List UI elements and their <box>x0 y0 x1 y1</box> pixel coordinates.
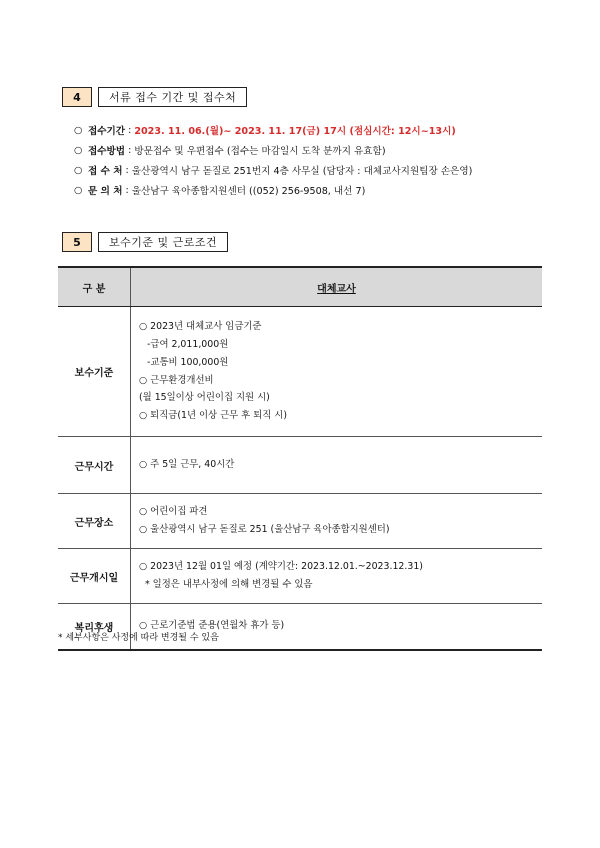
bullet: ○ <box>74 164 83 176</box>
info-value: 울산광역시 남구 돋질로 251번지 4층 사무실 (담당자 : 대체교사지원팀장 손은영) <box>131 166 473 177</box>
separator: : <box>128 124 132 136</box>
list-item <box>74 160 544 180</box>
value-line: ○ 울산광역시 남구 돋질로 251 (울산남구 육아종합지원센터) <box>139 524 390 535</box>
table-row <box>58 549 542 604</box>
footnote: * 세부사항은 사정에 따라 변경될 수 있음 <box>58 633 219 643</box>
header-category: 구 분 <box>58 267 131 307</box>
section-title: 보수기준 및 근로조건 <box>98 232 228 252</box>
section-5-heading <box>62 232 228 252</box>
row-label: 근무개시일 <box>58 549 131 604</box>
value-line: * 일정은 내부사정에 의해 변경될 수 있음 <box>145 579 313 590</box>
info-label: 접수방법 <box>88 146 126 157</box>
value-line: -교통비 100,000원 <box>147 356 229 368</box>
info-value: 방문접수 및 우편접수 (접수는 마감일시 도착 분까지 유효함) <box>134 146 386 157</box>
section-number: 4 <box>62 87 92 107</box>
row-value <box>131 494 543 549</box>
separator: : <box>128 144 132 156</box>
value-line: (월 15일이상 어린이집 지원 시) <box>139 392 270 404</box>
value-line: ○ 2023년 12월 01일 예정 (계약기간: 2023.12.01.~2023.12.31) <box>139 561 423 573</box>
row-label: 근무시간 <box>58 437 131 494</box>
separator: : <box>125 184 129 196</box>
list-item <box>74 180 544 200</box>
section-4-heading <box>62 87 247 107</box>
list-item <box>74 140 544 160</box>
section-number: 5 <box>62 232 92 252</box>
section-title: 서류 접수 기간 및 접수처 <box>98 87 247 107</box>
bullet: ○ <box>74 184 83 196</box>
table-header-row <box>58 267 542 307</box>
value-line: ○ 근무환경개선비 <box>139 374 214 386</box>
value-line: ○ 근로기준법 준용(연월차 휴가 등) <box>139 620 285 632</box>
value-line: ○ 퇴직금(1년 이상 근무 후 퇴직 시) <box>139 410 288 422</box>
table-row <box>58 494 542 549</box>
value-line: -급여 2,011,000원 <box>147 338 229 350</box>
bullet: ○ <box>74 144 83 156</box>
row-label: 복리후생 <box>58 604 131 650</box>
row-value <box>131 307 543 437</box>
info-label: 접 수 처 <box>88 166 123 177</box>
row-label: 근무장소 <box>58 494 131 549</box>
value-line: ○ 주 5일 근무, 40시간 <box>139 459 235 471</box>
bullet: ○ <box>74 124 83 136</box>
info-value: 2023. 11. 06.(월)~ 2023. 11. 17(금) 17시 (점심시간: 12시~13시) <box>134 126 456 137</box>
conditions-table <box>58 266 542 651</box>
table-row <box>58 307 542 437</box>
table-row <box>58 437 542 494</box>
info-label: 접수기간 <box>88 126 126 137</box>
value-line: ○ 어린이집 파견 <box>139 506 208 518</box>
value-line: ○ 2023년 대체교사 임금기준 <box>139 321 262 333</box>
separator: : <box>125 164 129 176</box>
info-value: 울산남구 육아종합지원센터 ((052) 256-9508, 내선 7) <box>131 186 366 197</box>
application-info-list <box>74 120 544 200</box>
list-item <box>74 120 544 140</box>
row-label: 보수기준 <box>58 307 131 437</box>
info-label: 문 의 처 <box>88 186 123 197</box>
row-value <box>131 437 543 494</box>
row-value <box>131 549 543 604</box>
header-substitute-teacher: 대체교사 <box>131 267 543 307</box>
